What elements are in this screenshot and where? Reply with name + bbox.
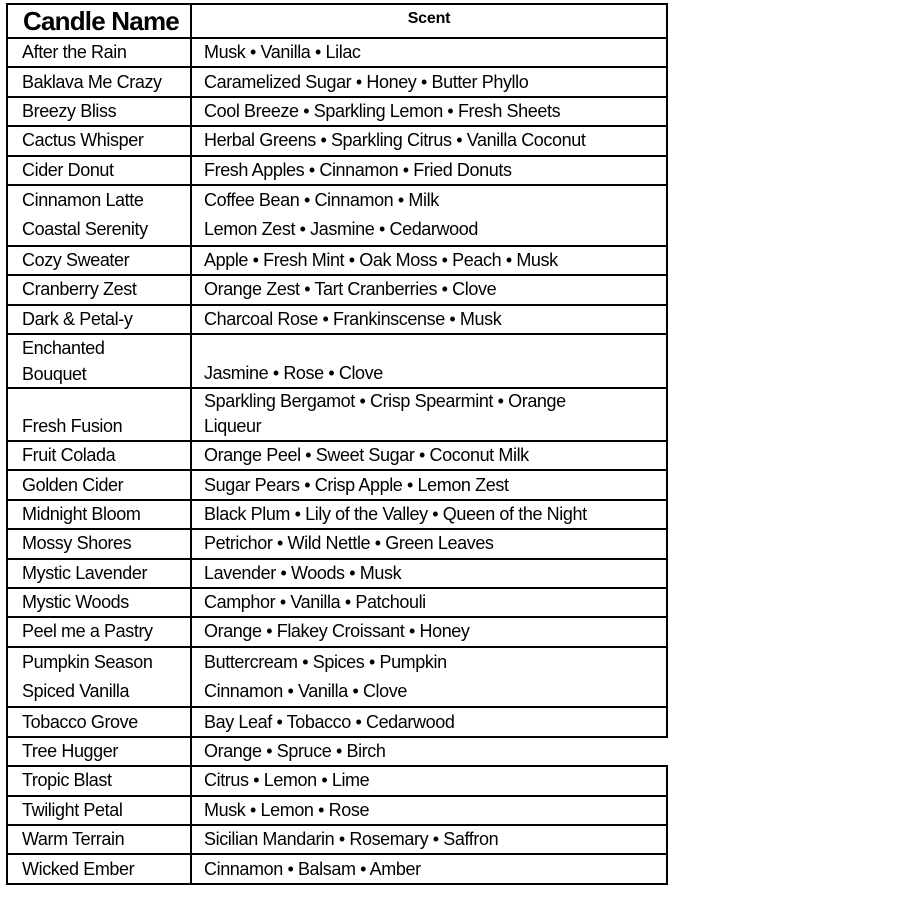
text-line: Peel me a Pastry [22, 621, 153, 642]
text-line: Cactus Whisper [22, 130, 144, 151]
table-row [7, 559, 667, 588]
text-line: Orange Peel • Sweet Sugar • Coconut Milk [204, 445, 529, 466]
text-line: Lemon Zest • Jasmine • Cedarwood [204, 219, 478, 240]
candle-name-cell [7, 185, 191, 246]
header-row [7, 4, 667, 38]
scent-cell [191, 588, 667, 617]
text-line: Orange • Flakey Croissant • Honey [204, 621, 470, 642]
text-line: Enchanted [22, 337, 105, 358]
scent-cell [191, 470, 667, 499]
text-line: Bay Leaf • Tobacco • Cedarwood [204, 711, 455, 732]
text-line: Lavender • Woods • Musk [204, 562, 402, 583]
candle-name-cell [7, 275, 191, 304]
text-line: Warm Terrain [22, 829, 125, 850]
text-line: Fresh Apples • Cinnamon • Fried Donuts [204, 159, 512, 180]
scent-cell [191, 854, 667, 883]
table-row [7, 529, 667, 558]
table-row [7, 38, 667, 67]
table-row [7, 500, 667, 529]
text-line: Coastal Serenity [22, 219, 148, 240]
candle-name-cell [7, 707, 191, 736]
scent-cell [191, 38, 667, 67]
candle-scent-table [6, 3, 668, 885]
text-line: Mystic Lavender [22, 562, 148, 583]
text-line: Mossy Shores [22, 533, 132, 554]
table-row [7, 305, 667, 334]
header-candle-name: Candle Name [7, 4, 191, 38]
candle-name-cell [7, 67, 191, 96]
table-row [7, 275, 667, 304]
text-line: Cider Donut [22, 159, 114, 180]
text-line: Jasmine • Rose • Clove [204, 362, 383, 383]
text-line: Coffee Bean • Cinnamon • Milk [204, 189, 439, 210]
table-row [7, 737, 667, 766]
text-line: Orange Zest • Tart Cranberries • Clove [204, 279, 497, 300]
text-line: Musk • Vanilla • Lilac [204, 42, 361, 63]
table-row [7, 97, 667, 126]
scent-cell [191, 185, 667, 246]
table-row [7, 854, 667, 883]
candle-name-cell [7, 334, 191, 388]
text-line: Tree Hugger [22, 741, 118, 762]
candle-name-cell [7, 441, 191, 470]
candle-name-cell [7, 470, 191, 499]
scent-cell [191, 275, 667, 304]
text-line: Wicked Ember [22, 858, 135, 879]
table-row [7, 617, 667, 646]
candle-name-cell [7, 825, 191, 854]
scent-cell [191, 500, 667, 529]
candle-name-cell [7, 796, 191, 825]
table-body [7, 38, 667, 884]
table-row [7, 334, 667, 388]
table-row [7, 707, 667, 736]
candle-name-cell [7, 97, 191, 126]
table-row [7, 185, 667, 246]
text-line: Midnight Bloom [22, 503, 141, 524]
text-line: Apple • Fresh Mint • Oak Moss • Peach • Musk [204, 249, 558, 270]
scent-cell [191, 796, 667, 825]
scent-cell [191, 737, 667, 766]
candle-name-cell [7, 854, 191, 883]
table-row [7, 588, 667, 617]
text-line: Cinnamon • Balsam • Amber [204, 858, 421, 879]
text-line: Baklava Me Crazy [22, 71, 162, 92]
candle-name-cell [7, 305, 191, 334]
candle-name-cell [7, 156, 191, 185]
text-line: Cool Breeze • Sparkling Lemon • Fresh Sheets [204, 100, 561, 121]
table-row [7, 246, 667, 275]
text-line: Tropic Blast [22, 770, 112, 791]
text-line: Black Plum • Lily of the Valley • Queen of the Night [204, 503, 587, 524]
candle-name-cell [7, 647, 191, 708]
text-line: Spiced Vanilla [22, 681, 130, 702]
scent-cell [191, 529, 667, 558]
scent-cell [191, 766, 667, 795]
text-line: Mystic Woods [22, 592, 129, 613]
scent-cell [191, 334, 667, 388]
text-line: Breezy Bliss [22, 100, 117, 121]
text-line: Cinnamon • Vanilla • Clove [204, 681, 407, 702]
scent-cell [191, 441, 667, 470]
text-line: Tobacco Grove [22, 711, 138, 732]
text-line: Cranberry Zest [22, 279, 137, 300]
text-line: Twilight Petal [22, 799, 123, 820]
candle-name-cell [7, 500, 191, 529]
text-line: Charcoal Rose • Frankinscense • Musk [204, 308, 502, 329]
text-line: Herbal Greens • Sparkling Citrus • Vanilla Coconut [204, 130, 586, 151]
text-line: Musk • Lemon • Rose [204, 799, 370, 820]
scent-cell [191, 647, 667, 708]
text-line: Sicilian Mandarin • Rosemary • Saffron [204, 829, 499, 850]
text-line: After the Rain [22, 42, 127, 63]
scent-cell [191, 617, 667, 646]
candle-name-cell [7, 617, 191, 646]
candle-name-cell [7, 559, 191, 588]
scent-cell [191, 388, 667, 441]
scent-cell [191, 67, 667, 96]
scent-cell [191, 97, 667, 126]
scent-cell [191, 126, 667, 155]
candle-name-cell [7, 766, 191, 795]
scent-cell [191, 246, 667, 275]
text-line: Orange • Spruce • Birch [204, 741, 386, 762]
text-line: Bouquet [22, 363, 87, 384]
table-row [7, 470, 667, 499]
candle-name-cell [7, 126, 191, 155]
scent-cell [191, 305, 667, 334]
table-row [7, 156, 667, 185]
text-line: Cinnamon Latte [22, 189, 144, 210]
table-row [7, 126, 667, 155]
text-line: Dark & Petal-y [22, 308, 133, 329]
text-line: Pumpkin Season [22, 651, 153, 672]
header-scent: Scent [191, 4, 667, 38]
text-line: Cozy Sweater [22, 249, 130, 270]
text-line: Fresh Fusion [22, 415, 123, 436]
candle-name-cell [7, 38, 191, 67]
candle-name-cell [7, 588, 191, 617]
scent-cell [191, 559, 667, 588]
candle-name-cell [7, 246, 191, 275]
table-row [7, 647, 667, 708]
table-row [7, 825, 667, 854]
text-line: Buttercream • Spices • Pumpkin [204, 651, 447, 672]
text-line: Camphor • Vanilla • Patchouli [204, 592, 426, 613]
text-line: Golden Cider [22, 474, 124, 495]
candle-name-cell [7, 529, 191, 558]
table-row [7, 67, 667, 96]
table-row [7, 388, 667, 441]
text-line: Citrus • Lemon • Lime [204, 770, 370, 791]
candle-name-cell [7, 737, 191, 766]
text-line: Petrichor • Wild Nettle • Green Leaves [204, 533, 494, 554]
scent-cell [191, 825, 667, 854]
table-row [7, 766, 667, 795]
text-line: Sugar Pears • Crisp Apple • Lemon Zest [204, 474, 509, 495]
candle-name-cell [7, 388, 191, 441]
scent-cell [191, 707, 667, 736]
table-row [7, 796, 667, 825]
text-line: Fruit Colada [22, 445, 116, 466]
text-line: Caramelized Sugar • Honey • Butter Phyllo [204, 71, 529, 92]
text-line: Sparkling Bergamot • Crisp Spearmint • Orange [204, 390, 566, 411]
text-line: Liqueur [204, 416, 262, 437]
scent-cell [191, 156, 667, 185]
table-row [7, 441, 667, 470]
